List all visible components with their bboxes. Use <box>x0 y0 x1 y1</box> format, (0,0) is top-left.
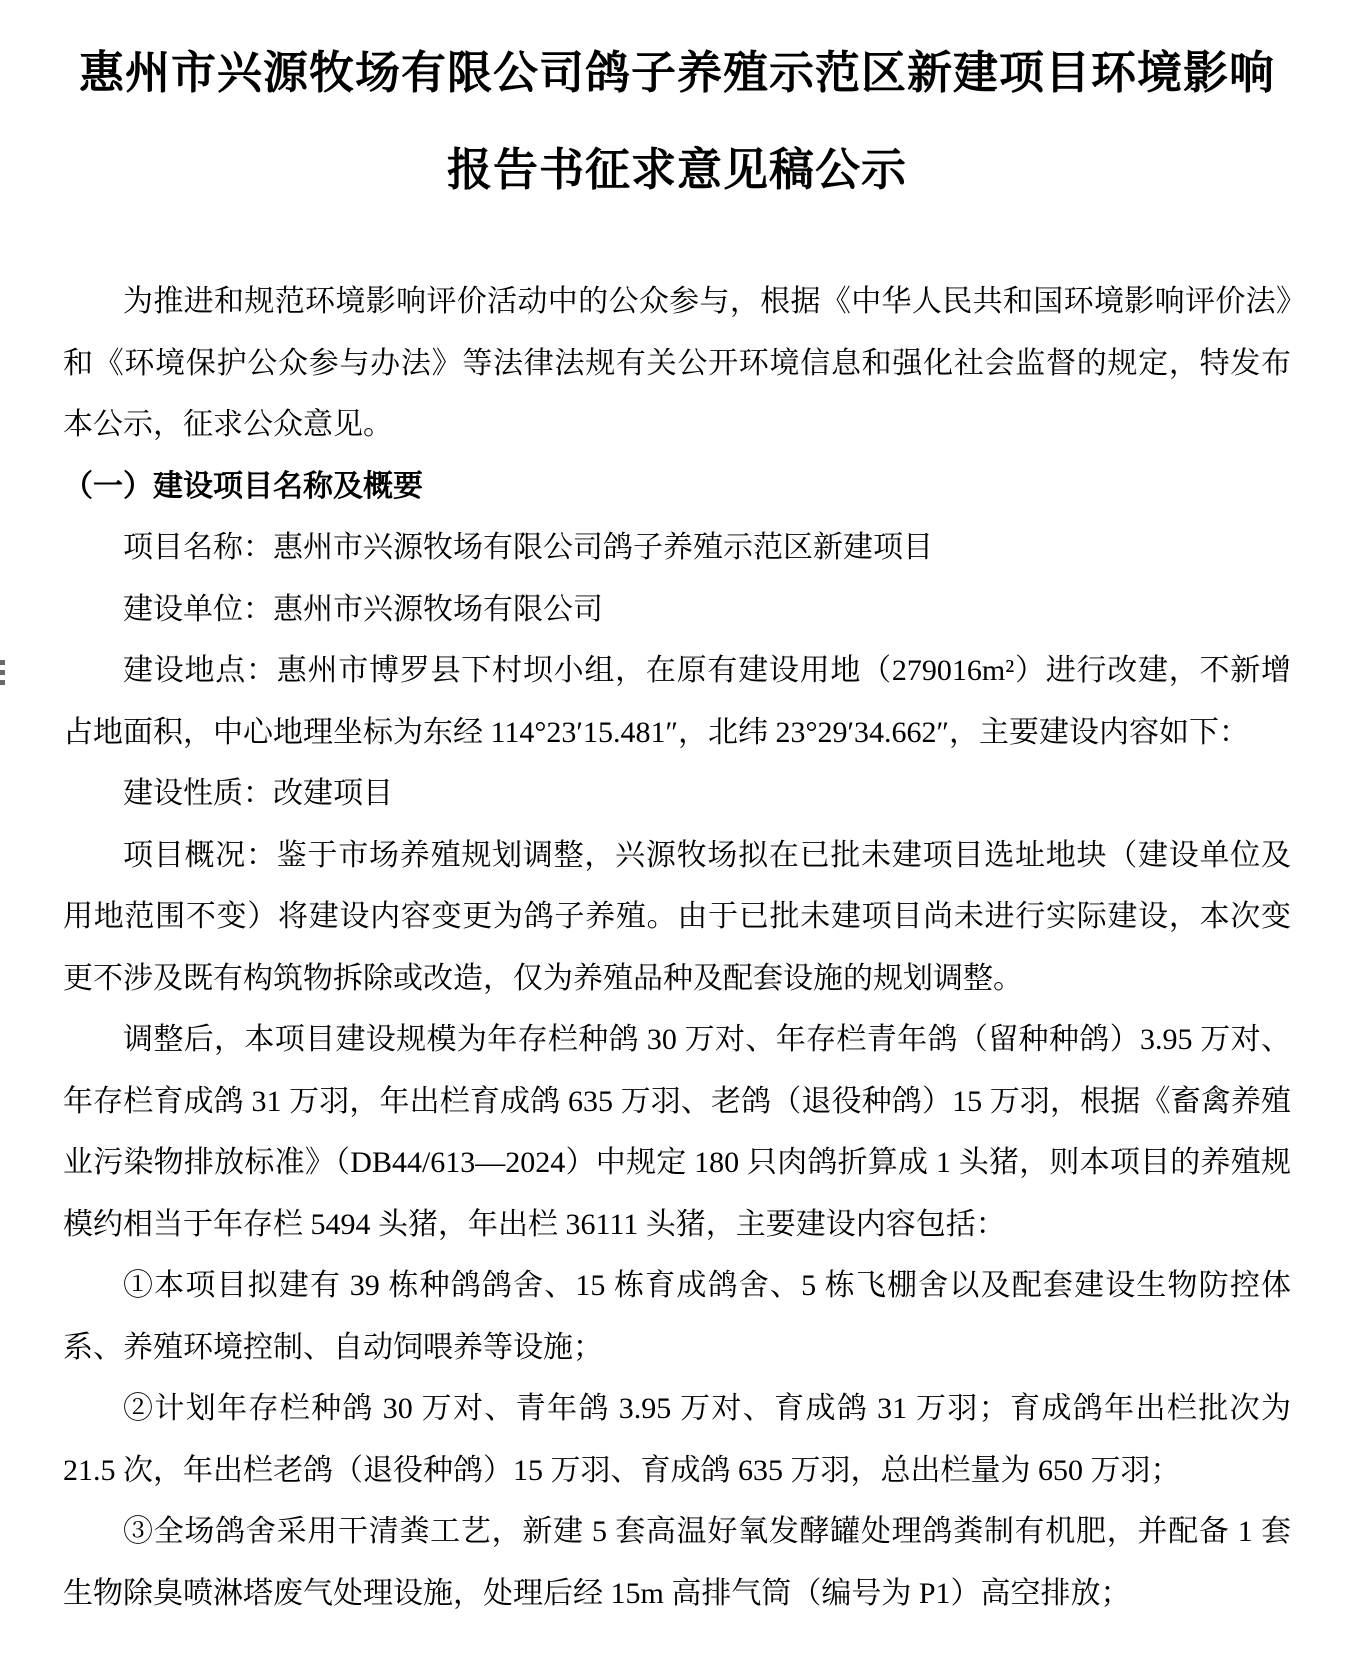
drag-handle-dot <box>0 660 5 665</box>
paragraph-project-name: 项目名称：惠州市兴源牧场有限公司鸽子养殖示范区新建项目 <box>123 531 933 564</box>
document-title <box>63 24 1291 218</box>
paragraph-item-2: ②计划年存栏种鸽 30 万对、青年鸽 3.95 万对、育成鸽 31 万羽；育成鸽年出栏批次为 21.5 次，年出栏老鸽（退役种鸽）15 万羽、育成鸽 635 万羽，总出栏量为 650 万羽； <box>63 1392 1291 1487</box>
paragraph-intro: 为推进和规范环境影响评价活动中的公众参与，根据《中华人民共和国环境影响评价法》和《环境保护公众参与办法》等法律法规有关公开环境信息和强化社会监督的规定，特发布本公示，征求公众意见。 <box>63 285 1291 441</box>
drag-handle-dot <box>0 670 5 675</box>
document-body <box>63 271 1291 1624</box>
paragraph-construction-unit: 建设单位：惠州市兴源牧场有限公司 <box>123 592 603 626</box>
section-heading-project-name-summary: （一）建设项目名称及概要 <box>63 469 423 503</box>
document-content <box>0 24 1355 1624</box>
paragraph-item-3: ③全场鸽舍采用干清粪工艺，新建 5 套高温好氧发酵罐处理鸽粪制有机肥，并配备 1 套生物除臭喷淋塔废气处理设施，处理后经 15m 高排气筒（编号为 P1）高空排放； <box>63 1515 1291 1610</box>
paragraph-adjusted-scale: 调整后，本项目建设规模为年存栏种鸽 30 万对、年存栏青年鸽（留种种鸽）3.95 万对、年存栏育成鸽 31 万羽，年出栏育成鸽 635 万羽、老鸽（退役种鸽）15 万羽，根据《畜禽养殖业污染物排放标准》（DB44/613—2024）中规定 180 只肉鸽折算成 1 头猪，则本项目的养殖规模约相当于年存栏 5494 头猪，年出栏 36111 头猪，主要建设内容包括： <box>63 1023 1291 1241</box>
paragraph-project-overview: 项目概况：鉴于市场养殖规划调整，兴源牧场拟在已批未建项目选址地块（建设单位及用地范围不变）将建设内容变更为鸽子养殖。由于已批未建项目尚未进行实际建设，本次变更不涉及既有构筑物拆除或改造，仅为养殖品种及配套设施的规划调整。 <box>63 838 1291 995</box>
paragraph-construction-location: 建设地点：惠州市博罗县下村坝小组，在原有建设用地（279016m²）进行改建，不新增占地面积，中心地理坐标为东经 114°23′15.481″，北纬 23°29′34.662″，主要建设内容如下： <box>63 654 1291 749</box>
document-title-line-1: 惠州市兴源牧场有限公司鸽子养殖示范区新建项目环境影响 <box>78 47 1275 98</box>
paragraph-item-1: ①本项目拟建有 39 栋种鸽鸽舍、15 栋育成鸽舍、5 栋飞棚舍以及配套建设生物防控体系、养殖环境控制、自动饲喂养等设施； <box>63 1269 1291 1364</box>
drag-handle-icon[interactable] <box>0 660 6 690</box>
drag-handle-dot <box>0 680 5 685</box>
document-title-line-2: 报告书征求意见稿公示 <box>446 144 907 195</box>
paragraph-construction-nature: 建设性质：改建项目 <box>123 777 393 810</box>
